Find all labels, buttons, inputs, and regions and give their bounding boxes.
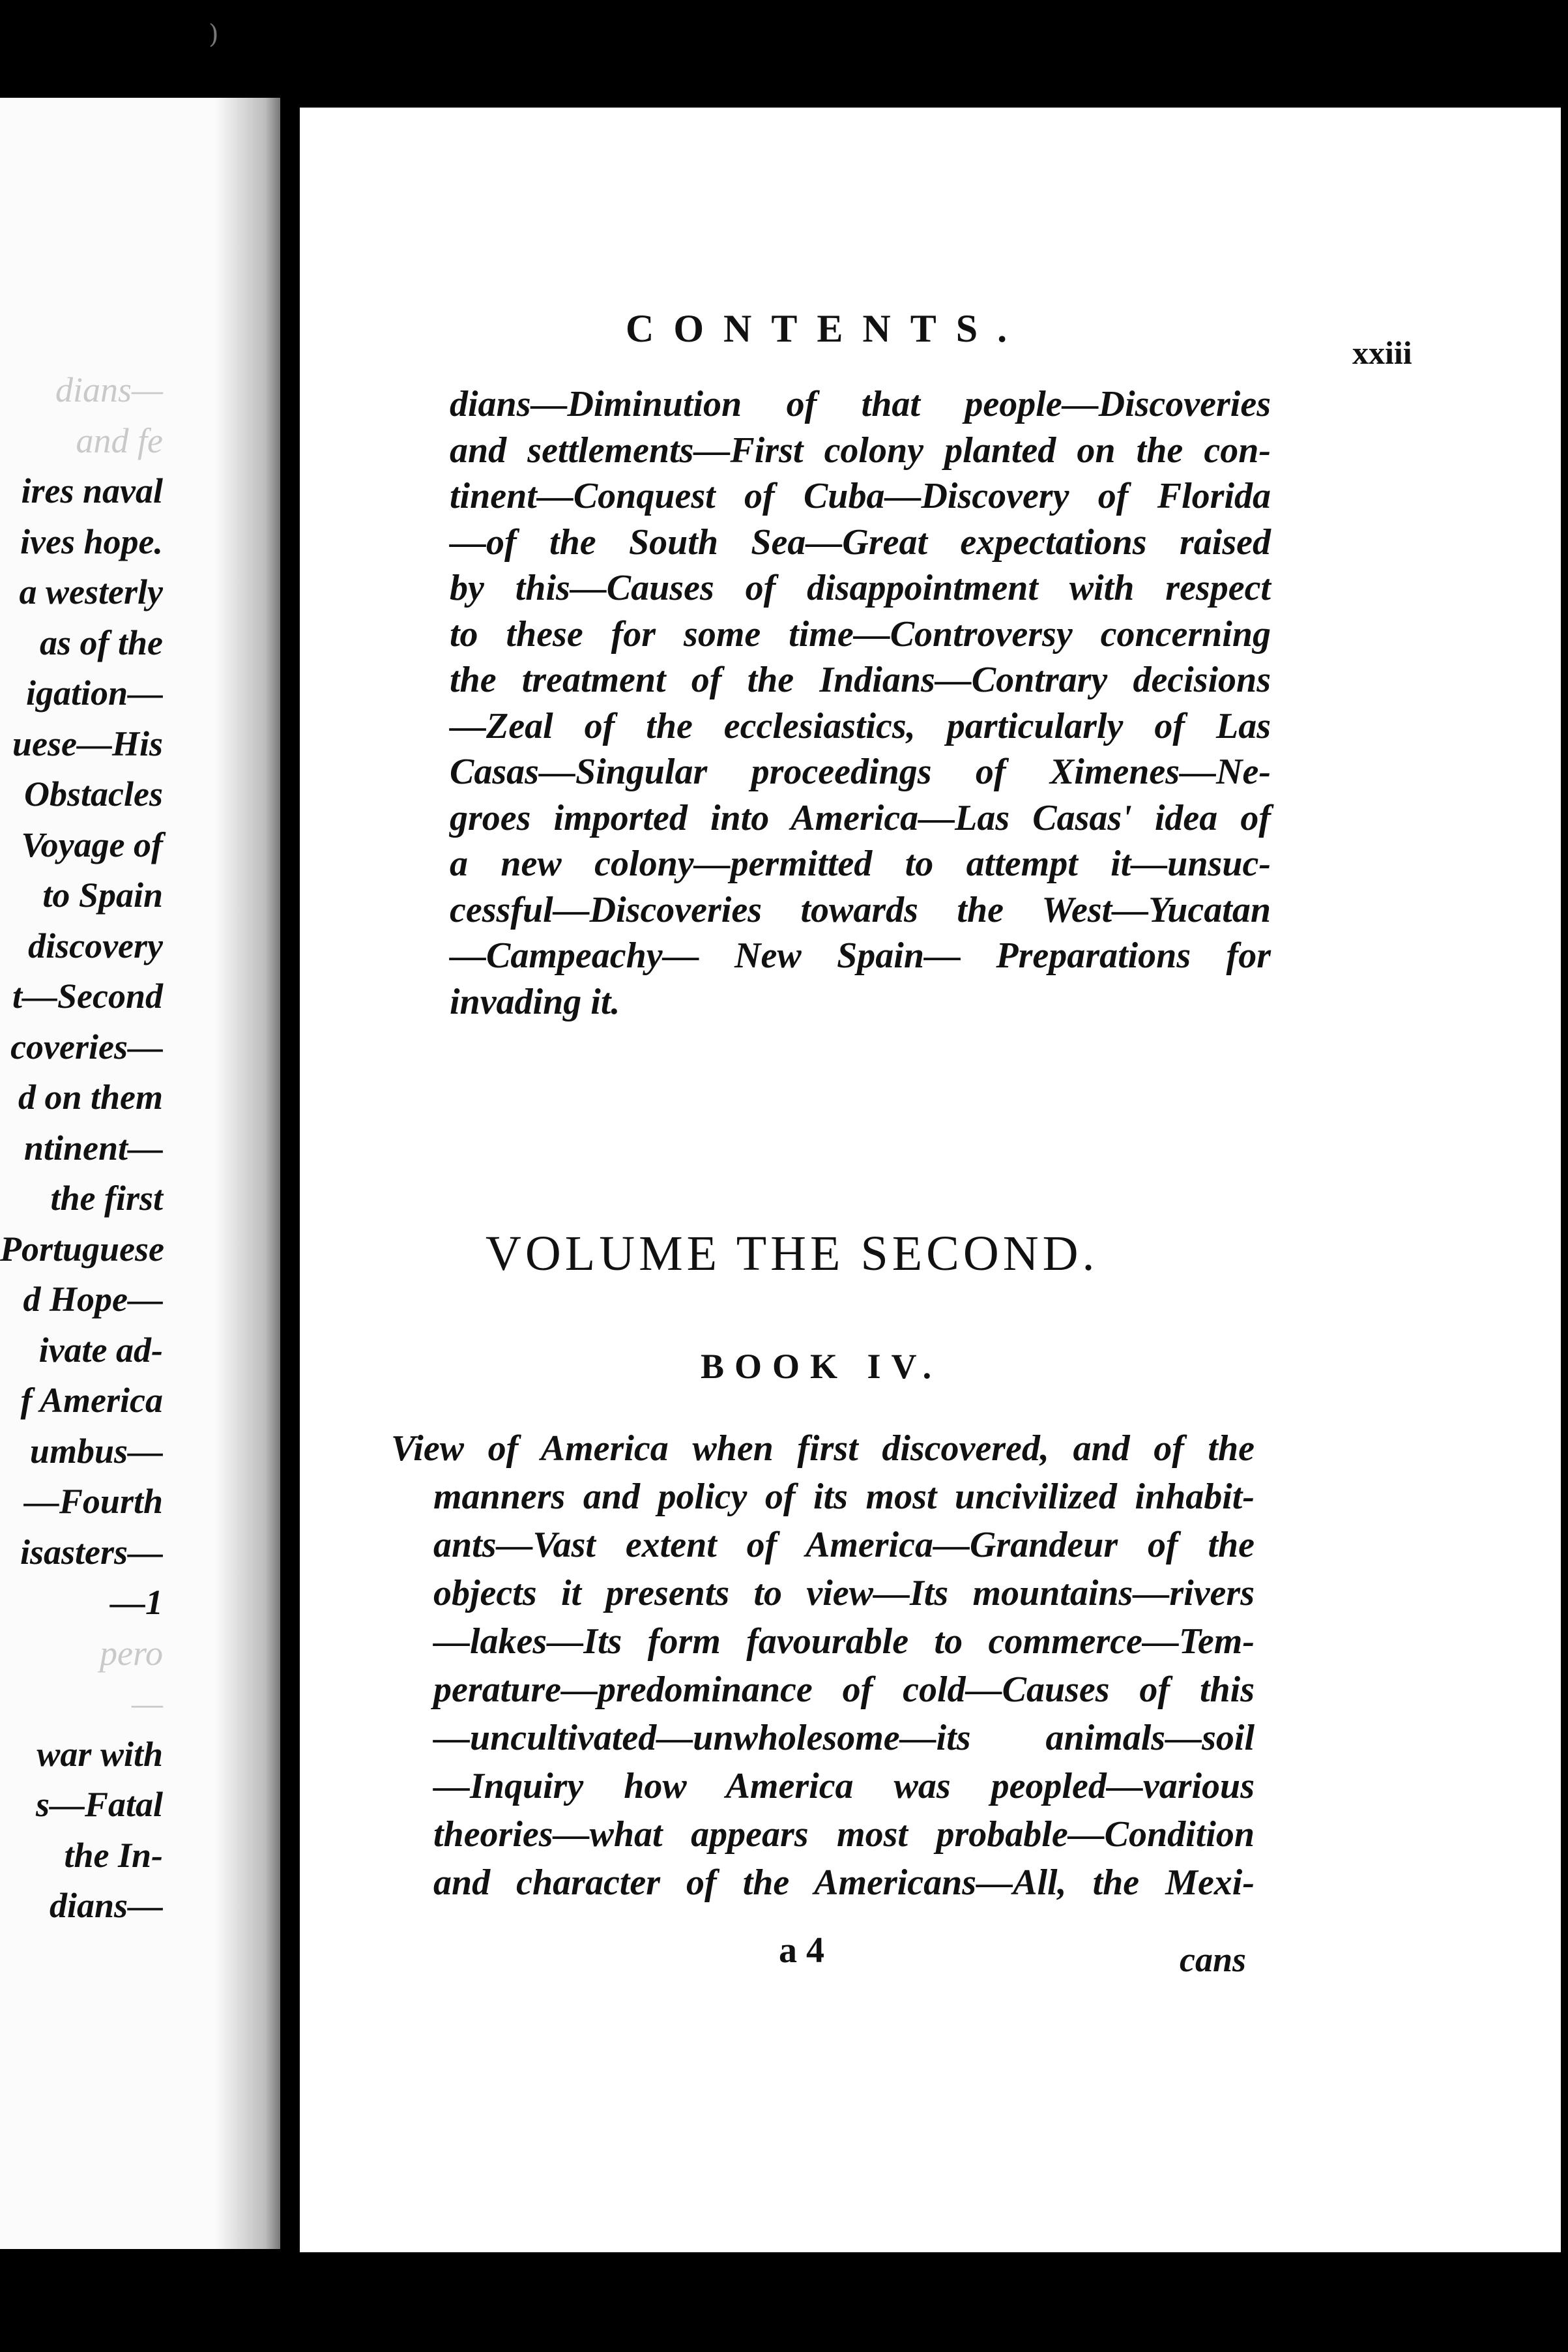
page-number: xxiii: [1352, 334, 1412, 371]
text-line: by this—Causes of disappointment with respect: [450, 568, 1271, 608]
text-line: to these for some time—Controversy concerning: [450, 613, 1271, 654]
left-page-line: pero: [100, 1633, 163, 1673]
text-line: objects it presents to view—Its mountains—rivers: [433, 1573, 1255, 1613]
left-page-line: coveries—: [10, 1027, 163, 1066]
left-page-line: ives hope.: [20, 522, 163, 561]
left-page-line: as of the: [40, 623, 163, 662]
left-page-line: and fe: [76, 420, 163, 460]
left-page-line: Obstacles: [24, 774, 163, 814]
text-line: —lakes—Its form favourable to commerce—Tem-: [433, 1621, 1255, 1662]
left-page-line: isasters—: [20, 1532, 163, 1572]
left-page-line: discovery: [28, 926, 163, 965]
scan-speck: ): [209, 20, 219, 50]
text-line: theories—what appears most probable—Condition: [433, 1814, 1255, 1855]
text-line: perature—predominance of cold—Causes of this: [433, 1669, 1255, 1710]
left-page-line: —Fourth: [23, 1482, 163, 1521]
left-page-line: f America: [20, 1381, 163, 1420]
text-line: groes imported into America—Las Casas' idea of: [450, 797, 1271, 838]
left-page-line: to Spain: [42, 875, 163, 915]
text-line: —Inquiry how America was peopled—various: [433, 1766, 1255, 1806]
text-line: Casas—Singular proceedings of Ximenes—Ne-: [450, 752, 1271, 792]
text-line: tinent—Conquest of Cuba—Discovery of Florida: [450, 476, 1271, 516]
text-line: manners and policy of its most uncivilized inhabit-: [433, 1477, 1255, 1517]
left-page-line: dians—: [49, 1886, 163, 1925]
left-page-line: the first: [50, 1179, 163, 1218]
left-page-line: d Hope—: [23, 1280, 163, 1319]
text-line: —Zeal of the ecclesiastics, particularly of Las: [450, 705, 1271, 746]
left-page-line: uese—His: [12, 724, 163, 763]
text-line: and character of the Americans—All, the Mexi-: [433, 1862, 1255, 1903]
left-page-line: igation—: [25, 673, 163, 713]
contents-paragraph-continued: [450, 381, 1271, 1025]
left-page-line: d on them: [18, 1078, 163, 1117]
text-line: ants—Vast extent of America—Grandeur of the: [433, 1525, 1255, 1565]
left-page-text: [0, 365, 163, 1932]
left-page-line: —: [131, 1684, 163, 1723]
left-page-line: a westerly: [19, 572, 163, 611]
text-line: dians—Diminution of that people—Discoveries: [450, 384, 1271, 424]
left-page-line: Portuguese: [0, 1229, 165, 1269]
volume-heading: VOLUME THE SECOND.: [486, 1226, 1099, 1281]
book-gutter: [215, 98, 306, 2249]
left-page-line: umbus—: [29, 1431, 163, 1471]
text-line: —uncultivated—unwholesome—its animals—soil: [433, 1718, 1255, 1758]
text-line: View of America when first discovered, and of the: [391, 1428, 1255, 1469]
left-page-line: Voyage of: [21, 825, 163, 864]
book-heading: BOOK IV.: [701, 1347, 942, 1386]
book-iv-summary-paragraph: [391, 1424, 1255, 1907]
left-page-line: ires naval: [21, 471, 163, 510]
text-line: —Campeachy— New Spain— Preparations for: [450, 935, 1271, 976]
left-page-line: war with: [36, 1734, 163, 1774]
text-line: invading it.: [450, 981, 620, 1022]
text-line: —of the South Sea—Great expectations raised: [450, 522, 1271, 563]
left-page-line: —1: [110, 1583, 163, 1622]
running-header: CONTENTS.: [626, 307, 1027, 350]
signature-mark: a 4: [779, 1930, 824, 1971]
left-page-line: dians—: [55, 370, 163, 409]
left-page-line: ntinent—: [23, 1128, 163, 1168]
left-page-line: t—Second: [12, 977, 163, 1016]
text-line: and settlements—First colony planted on the con-: [450, 430, 1271, 471]
catchword: cans: [1180, 1940, 1247, 1979]
text-line: cessful—Discoveries towards the West—Yucatan: [450, 889, 1271, 930]
left-page-line: ivate ad-: [38, 1330, 163, 1370]
text-line: the treatment of the Indians—Contrary decisions: [450, 660, 1271, 700]
left-page-line: s—Fatal: [35, 1785, 163, 1824]
text-line: a new colony—permitted to attempt it—unsuc-: [450, 844, 1271, 884]
left-page-line: the In-: [64, 1835, 163, 1875]
